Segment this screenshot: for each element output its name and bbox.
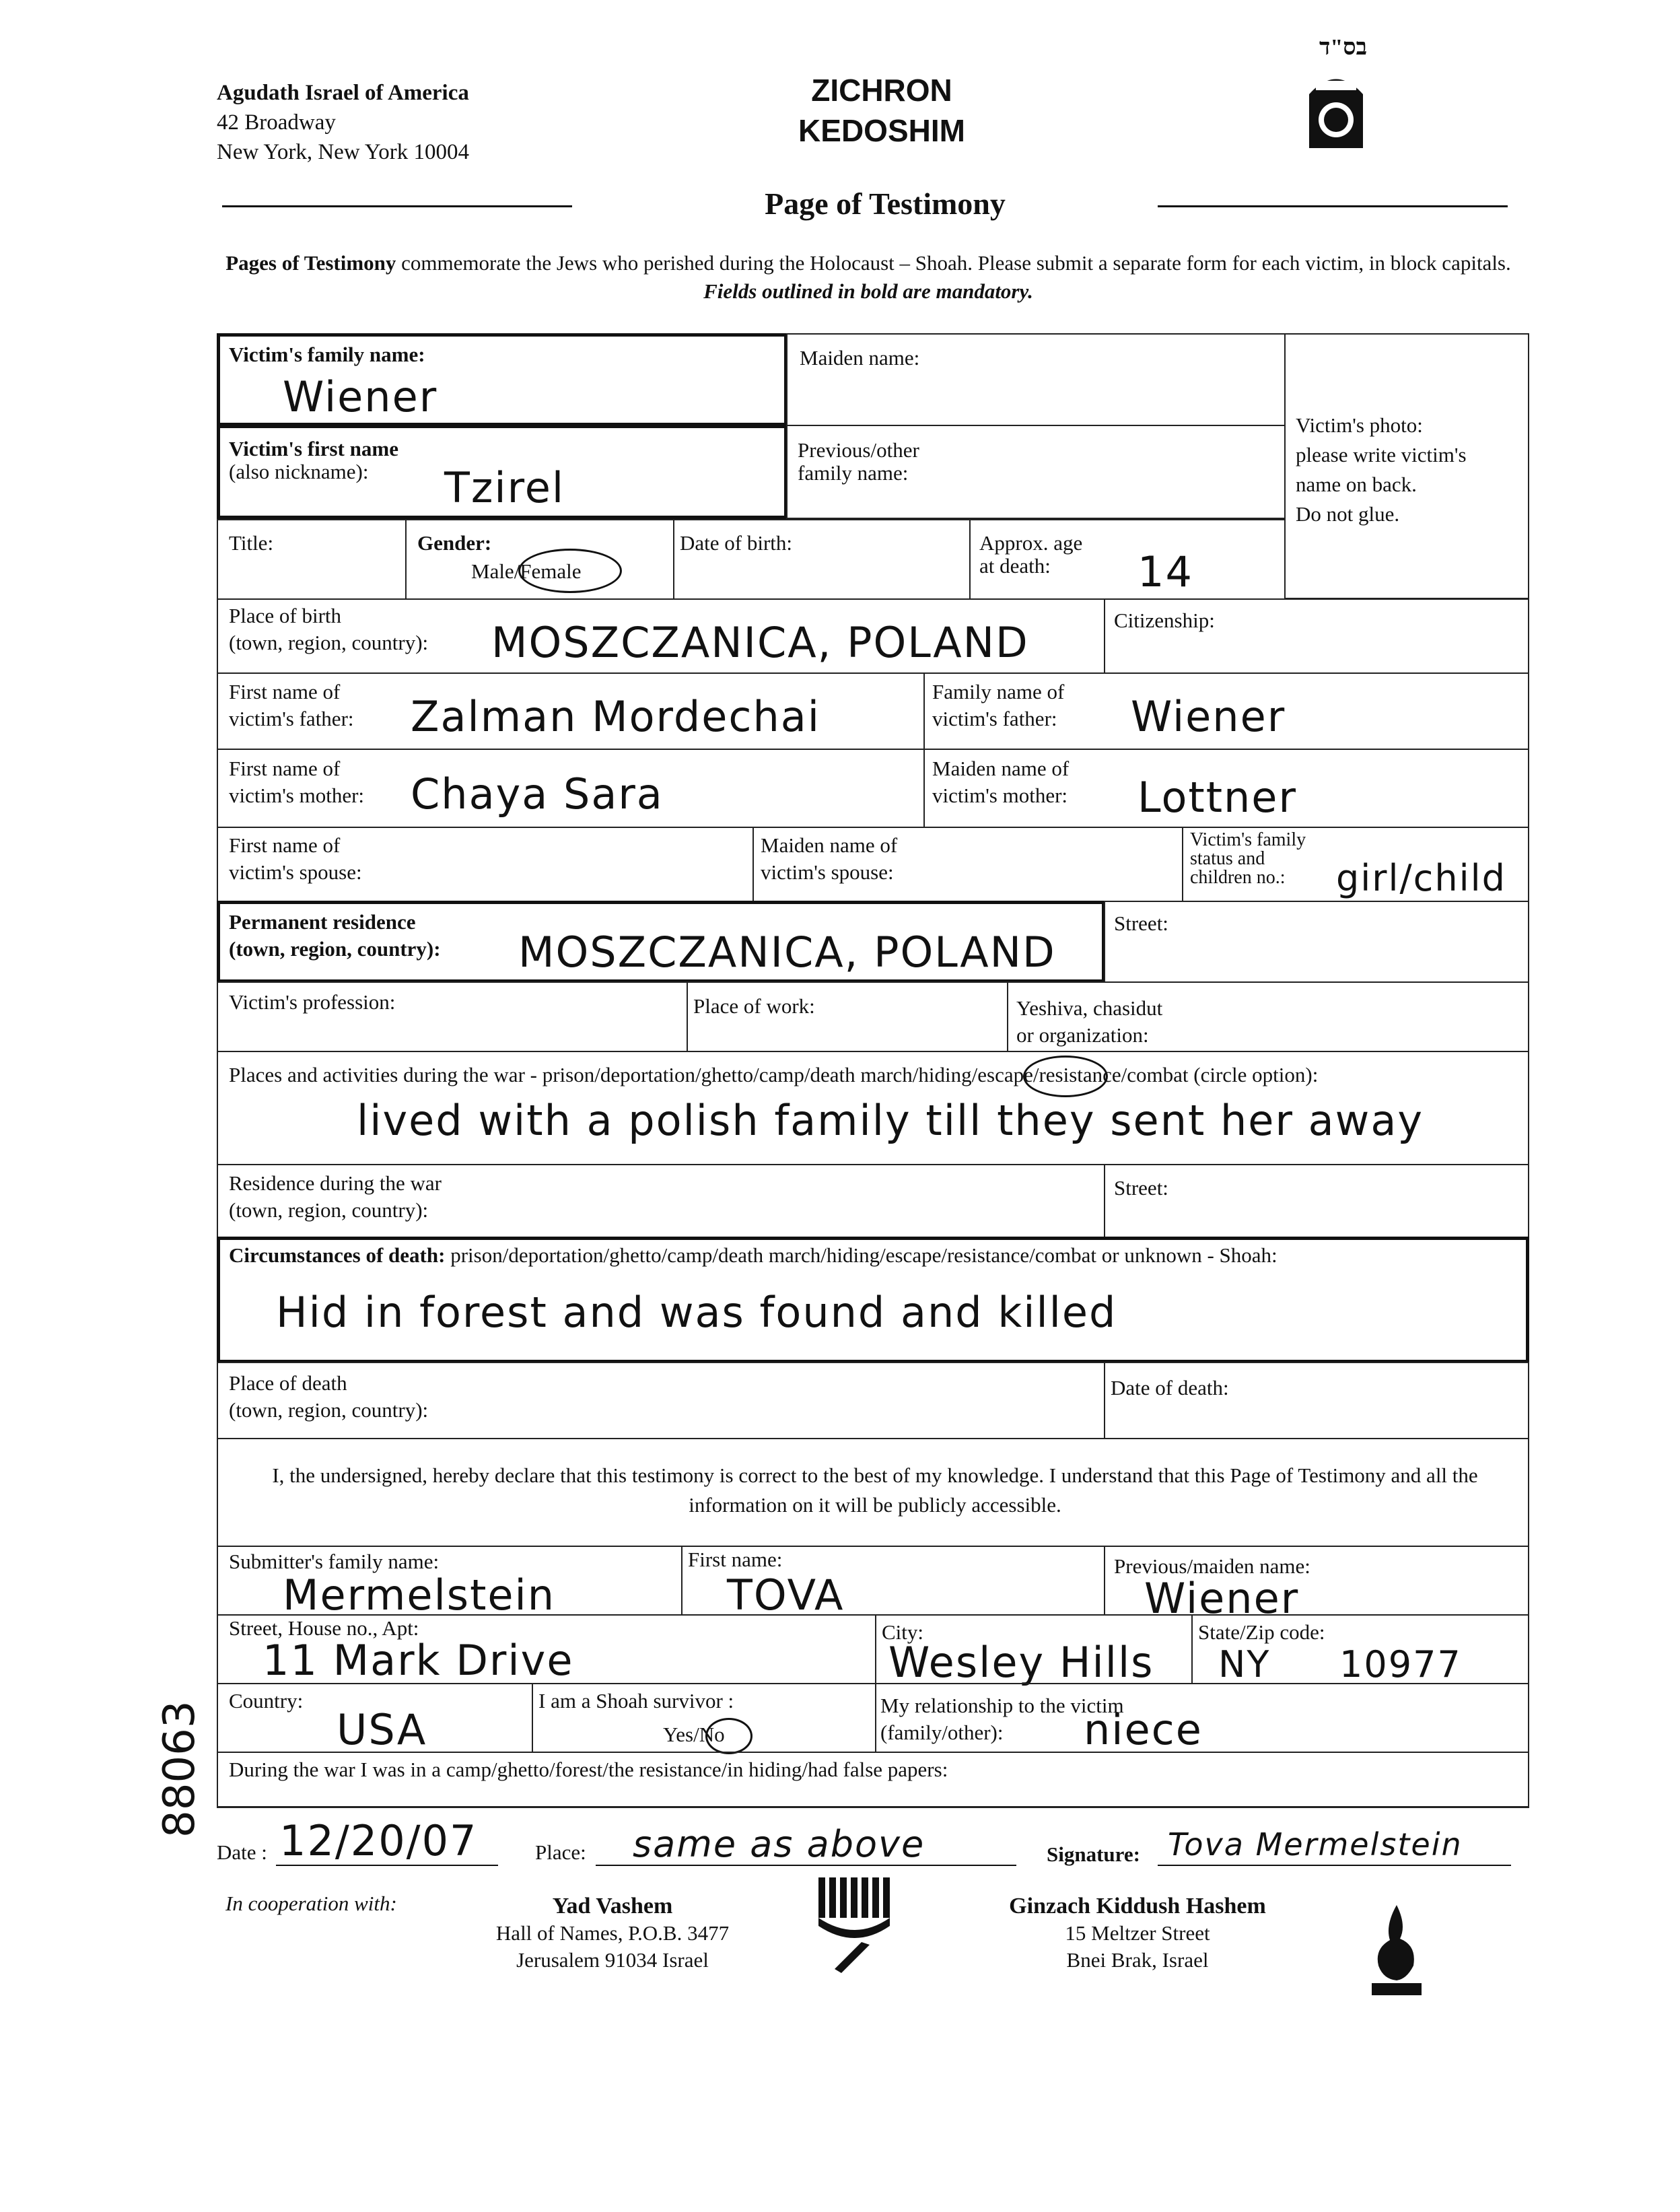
relationship-value: niece — [1084, 1705, 1203, 1754]
intro-mandatory: Fields outlined in bold are mandatory. — [703, 279, 1033, 303]
previous-family-name-label2: family name: — [798, 461, 909, 485]
father-family-name-label: Family name of victim's father: — [932, 680, 1065, 730]
citizenship-label: Citizenship: — [1114, 609, 1215, 632]
yeshiva-label: Yeshiva, chasidut or organization: — [1016, 996, 1163, 1047]
family-status-label: Victim's family status and children no.: — [1190, 829, 1306, 888]
gender-label: Gender: — [417, 531, 492, 555]
residence-during-war-label2: (town, region, country): — [229, 1198, 429, 1222]
submitter-previous-name-label: Previous/maiden name: — [1114, 1554, 1310, 1578]
place-of-birth-label: Place of birth (town, region, country): — [229, 604, 429, 654]
submitter-first-name-label: First name: — [688, 1548, 783, 1571]
survivor-label: I am a Shoah survivor : — [538, 1689, 734, 1713]
date-of-death-label: Date of death: — [1111, 1376, 1229, 1399]
permanent-residence-value: MOSZCZANICA, POLAND — [518, 928, 1056, 977]
family-status-value: girl/child — [1336, 857, 1506, 899]
family-name-value: Wiener — [283, 372, 438, 421]
submitter-first-name-value: TOVA — [727, 1570, 845, 1620]
mother-maiden-name-value: Lottner — [1138, 773, 1297, 822]
yad-vashem-block — [464, 1893, 761, 1974]
age-label2: at death: — [979, 554, 1051, 578]
form-title — [740, 70, 1023, 151]
age-label: Approx. age at death: — [979, 531, 1083, 578]
survivor-no-circle — [705, 1718, 753, 1754]
circumstances-death-options: prison/deportation/ghetto/camp/death march/hiding/escape/resistance/combat or unknown - Shoah: — [445, 1243, 1278, 1267]
street-label: Street: — [1114, 911, 1168, 935]
circumstances-death-label: Circumstances of death: prison/deportation/ghetto/camp/death march/hiding/escape/resistance/combat or unknown - Shoah: — [229, 1243, 1278, 1267]
intro-body: commemorate the Jews who perished during the Holocaust – Shoah. Please submit a separate form for each victim, in block capitals. — [396, 251, 1511, 275]
submitter-previous-name-value: Wiener — [1144, 1574, 1300, 1623]
circumstances-death-value: Hid in forest and was found and killed — [276, 1288, 1117, 1337]
photo-label — [1296, 411, 1467, 529]
survivor-options: Yes/No — [663, 1723, 725, 1746]
during-war-submitter-label: During the war I was in a camp/ghetto/forest/the resistance/in hiding/had false papers: — [229, 1758, 948, 1781]
yad-vashem-addr1: Hall of Names, P.O.B. 3477 — [495, 1921, 730, 1945]
place-of-death-label: Place of death (town, region, country): — [229, 1371, 429, 1422]
first-name-value: Tzirel — [444, 463, 565, 512]
first-name-label: Victim's first name (also nickname): — [229, 437, 398, 483]
submitter-state-zip-label: State/Zip code: — [1198, 1620, 1325, 1644]
relationship-label2: (family/other): — [880, 1721, 1004, 1744]
ginzach-addr2: Bnei Brak, Israel — [1066, 1948, 1209, 1972]
father-family-name-label2: victim's father: — [932, 707, 1057, 730]
title-rule-right — [1158, 205, 1508, 207]
org-block — [217, 78, 469, 167]
submitter-family-name-label: Submitter's family name: — [229, 1550, 440, 1573]
bsd-mark: בס"ד — [1319, 35, 1367, 60]
mother-maiden-name-label: Maiden name of victim's mother: — [932, 757, 1070, 807]
place-label: Place: — [535, 1840, 586, 1864]
submitter-street-value: 11 Mark Drive — [262, 1636, 574, 1685]
emblem-logo-icon — [1296, 67, 1376, 155]
maiden-name-label: Maiden name: — [800, 346, 920, 370]
family-status-label3: children no.: — [1190, 867, 1286, 888]
place-of-death-label2: (town, region, country): — [229, 1398, 429, 1422]
signature-value: Tova Mermelstein — [1168, 1826, 1463, 1863]
ginzach-block — [969, 1893, 1306, 1974]
date-value: 12/20/07 — [279, 1816, 478, 1865]
submitter-city-value: Wesley Hills — [888, 1638, 1154, 1687]
photo-label-line3: name on back. — [1296, 473, 1417, 496]
submitter-family-name-value: Mermelstein — [283, 1570, 556, 1620]
yad-vashem-addr2: Jerusalem 91034 Israel — [516, 1948, 709, 1972]
page-title: Page of Testimony — [765, 186, 1006, 221]
permanent-residence-label: Permanent residence (town, region, country): — [229, 910, 441, 961]
dob-label: Date of birth: — [680, 531, 793, 555]
father-first-name-value: Zalman Mordechai — [411, 692, 821, 741]
date-of-death-field[interactable] — [1104, 1362, 1529, 1439]
submitter-city-label: City: — [882, 1620, 924, 1644]
profession-label: Victim's profession: — [229, 990, 396, 1014]
mother-first-name-value: Chaya Sara — [411, 769, 664, 819]
gender-options: Male/Female — [471, 559, 582, 583]
photo-label-line4: Do not glue. — [1296, 502, 1400, 526]
father-first-name-label: First name of victim's father: — [229, 680, 354, 730]
street-war-label: Street: — [1114, 1176, 1168, 1200]
residence-during-war-label: Residence during the war (town, region, country): — [229, 1171, 442, 1222]
places-during-war-value: lived with a polish family till they sent her away — [357, 1096, 1424, 1145]
family-name-label: Victim's family name: — [229, 343, 425, 366]
yad-vashem-name: Yad Vashem — [552, 1894, 673, 1919]
mother-maiden-name-label2: victim's mother: — [932, 784, 1068, 807]
side-handwritten-number: 88063 — [155, 1700, 205, 1838]
place-value: same as above — [633, 1823, 925, 1865]
signature-label: Signature: — [1047, 1842, 1140, 1866]
title-label: Title: — [229, 531, 274, 555]
submitter-country-label: Country: — [229, 1689, 304, 1713]
submitter-state-value: NY — [1218, 1643, 1271, 1686]
submitter-street-label: Street, House no., Apt: — [229, 1616, 419, 1640]
submitter-country-value: USA — [337, 1705, 427, 1754]
previous-family-name-label: Previous/other family name: — [798, 438, 919, 485]
spouse-maiden-name-label2: victim's spouse: — [761, 860, 894, 884]
title-rule-left — [222, 205, 572, 207]
permanent-residence-label2: (town, region, country): — [229, 937, 441, 961]
first-name-label2: (also nickname): — [229, 460, 369, 483]
intro-bold: Pages of Testimony — [225, 251, 396, 275]
yad-vashem-menorah-icon — [814, 1875, 895, 1976]
photo-label-line2: please write victim's — [1296, 443, 1467, 466]
intro-text — [222, 249, 1514, 306]
declaration-text: I, the undersigned, hereby declare that this testimony is correct to the best of my knowledge. I understand that this Page of Testimony and all the information on it will be publicly accessible. — [272, 1463, 1478, 1517]
photo-label-line1: Victim's photo: — [1296, 413, 1423, 437]
place-of-birth-label2: (town, region, country): — [229, 631, 429, 654]
father-family-name-value: Wiener — [1131, 692, 1286, 741]
family-status-label2: status and — [1190, 848, 1265, 869]
title-zichron: ZICHRON — [811, 73, 952, 108]
father-first-name-label2: victim's father: — [229, 707, 354, 730]
date-label: Date : — [217, 1840, 267, 1864]
spouse-first-name-label: First name of victim's spouse: — [229, 833, 362, 884]
org-address-line1: 42 Broadway — [217, 110, 336, 135]
ginzach-flame-logo-icon — [1366, 1898, 1427, 1999]
gender-female-circle — [518, 549, 622, 593]
street-war-field[interactable] — [1104, 1164, 1529, 1238]
submitter-zip-value: 10977 — [1339, 1643, 1462, 1686]
mother-first-name-label2: victim's mother: — [229, 784, 365, 807]
cooperation-label: In cooperation with: — [225, 1892, 397, 1915]
org-address-line2: New York, New York 10004 — [217, 140, 469, 164]
place-of-work-label: Place of work: — [693, 994, 815, 1018]
ginzach-addr1: 15 Meltzer Street — [1065, 1921, 1210, 1945]
spouse-first-name-label2: victim's spouse: — [229, 860, 362, 884]
mother-first-name-label: First name of victim's mother: — [229, 757, 365, 807]
org-name: Agudath Israel of America — [217, 81, 469, 105]
relationship-label: My relationship to the victim (family/other): — [880, 1694, 1124, 1744]
places-during-war-label: Places and activities during the war - prison/deportation/ghetto/camp/death march/hiding/escape/resistance/combat (circle option): — [229, 1063, 1319, 1086]
title-kedoshim: KEDOSHIM — [798, 113, 965, 148]
yeshiva-label2: or organization: — [1016, 1023, 1149, 1047]
ginzach-name: Ginzach Kiddush Hashem — [1009, 1894, 1266, 1919]
place-of-birth-value: MOSZCZANICA, POLAND — [491, 618, 1029, 667]
spouse-maiden-name-label: Maiden name of victim's spouse: — [761, 833, 898, 884]
age-value: 14 — [1138, 547, 1193, 596]
hiding-circle — [1023, 1056, 1108, 1097]
